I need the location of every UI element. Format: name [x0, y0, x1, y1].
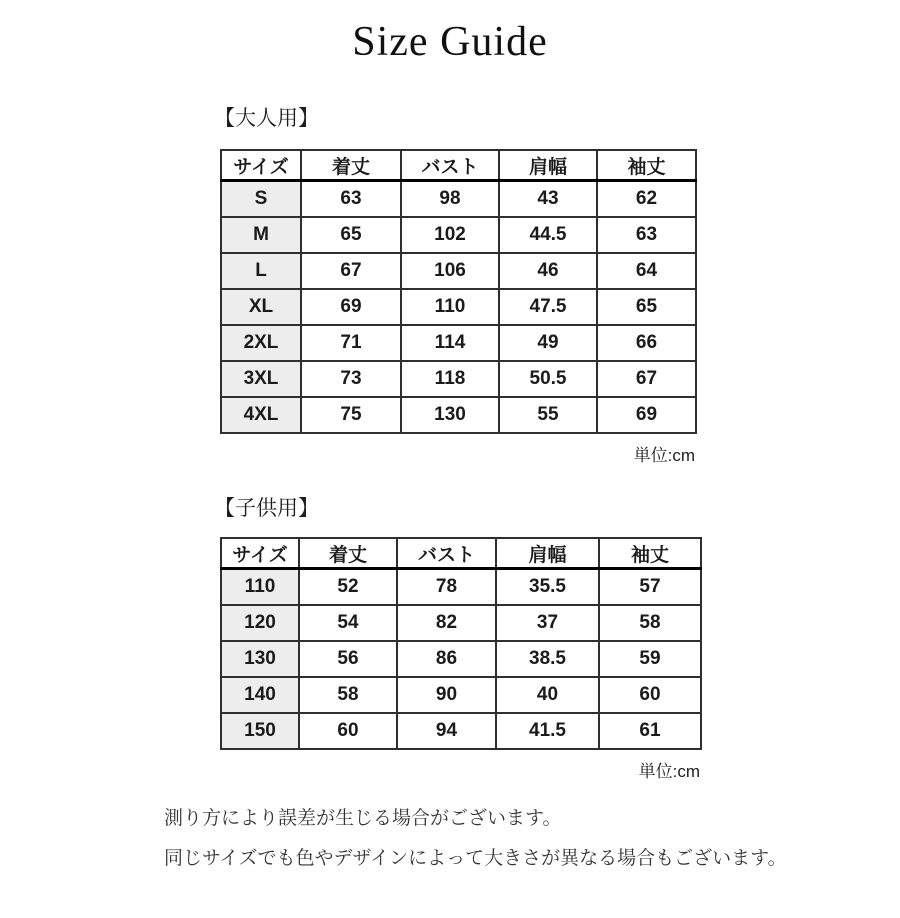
size-cell: L [221, 253, 301, 289]
value-cell: 90 [397, 677, 496, 713]
value-cell: 64 [597, 253, 696, 289]
column-header: 袖丈 [599, 538, 701, 569]
value-cell: 60 [599, 677, 701, 713]
value-cell: 38.5 [496, 641, 599, 677]
kids-table-header-row [221, 538, 701, 569]
column-header: サイズ [221, 150, 301, 181]
value-cell: 60 [299, 713, 397, 749]
kids-section [0, 492, 900, 782]
value-cell: 67 [301, 253, 401, 289]
adult-size-table [220, 149, 697, 434]
size-cell: S [221, 181, 301, 218]
value-cell: 44.5 [499, 217, 597, 253]
value-cell: 54 [299, 605, 397, 641]
value-cell: 55 [499, 397, 597, 433]
table-row [221, 289, 696, 325]
value-cell: 63 [597, 217, 696, 253]
value-cell: 41.5 [496, 713, 599, 749]
adult-table-wrap [220, 149, 695, 466]
size-cell: 140 [221, 677, 299, 713]
table-row [221, 325, 696, 361]
value-cell: 94 [397, 713, 496, 749]
page-title: Size Guide [352, 19, 548, 65]
table-row [221, 181, 696, 218]
value-cell: 82 [397, 605, 496, 641]
value-cell: 52 [299, 569, 397, 606]
table-row [221, 361, 696, 397]
value-cell: 57 [599, 569, 701, 606]
value-cell: 69 [301, 289, 401, 325]
unit-label-kids: 単位:cm [638, 762, 700, 781]
value-cell: 114 [401, 325, 499, 361]
notes [164, 808, 900, 870]
column-header: バスト [401, 150, 499, 181]
value-cell: 49 [499, 325, 597, 361]
value-cell: 50.5 [499, 361, 597, 397]
value-cell: 73 [301, 361, 401, 397]
value-cell: 69 [597, 397, 696, 433]
column-header: 肩幅 [496, 538, 599, 569]
value-cell: 67 [597, 361, 696, 397]
size-cell: 130 [221, 641, 299, 677]
value-cell: 65 [597, 289, 696, 325]
table-row [221, 677, 701, 713]
note-size-variation: 同じサイズでも色やデザインによって大きさが異なる場合もございます。 [164, 848, 787, 869]
value-cell: 75 [301, 397, 401, 433]
kids-size-table [220, 537, 702, 750]
value-cell: 58 [599, 605, 701, 641]
table-row [221, 397, 696, 433]
value-cell: 43 [499, 181, 597, 218]
value-cell: 71 [301, 325, 401, 361]
size-cell: 110 [221, 569, 299, 606]
column-header: バスト [397, 538, 496, 569]
value-cell: 63 [301, 181, 401, 218]
size-cell: 150 [221, 713, 299, 749]
value-cell: 106 [401, 253, 499, 289]
value-cell: 58 [299, 677, 397, 713]
table-row [221, 641, 701, 677]
value-cell: 46 [499, 253, 597, 289]
table-row [221, 605, 701, 641]
adult-table-header-row [221, 150, 696, 181]
column-header: サイズ [221, 538, 299, 569]
value-cell: 98 [401, 181, 499, 218]
size-cell: 120 [221, 605, 299, 641]
value-cell: 35.5 [496, 569, 599, 606]
value-cell: 37 [496, 605, 599, 641]
value-cell: 130 [401, 397, 499, 433]
value-cell: 102 [401, 217, 499, 253]
size-cell: 3XL [221, 361, 301, 397]
value-cell: 65 [301, 217, 401, 253]
adult-section [0, 102, 900, 466]
column-header: 肩幅 [499, 150, 597, 181]
size-cell: M [221, 217, 301, 253]
table-row [221, 253, 696, 289]
value-cell: 110 [401, 289, 499, 325]
kids-section-label: 【子供用】 [214, 497, 319, 520]
value-cell: 66 [597, 325, 696, 361]
size-guide-page [0, 18, 900, 870]
value-cell: 47.5 [499, 289, 597, 325]
value-cell: 118 [401, 361, 499, 397]
table-row [221, 569, 701, 606]
value-cell: 56 [299, 641, 397, 677]
table-row [221, 217, 696, 253]
column-header: 着丈 [301, 150, 401, 181]
value-cell: 59 [599, 641, 701, 677]
value-cell: 61 [599, 713, 701, 749]
value-cell: 62 [597, 181, 696, 218]
value-cell: 40 [496, 677, 599, 713]
value-cell: 86 [397, 641, 496, 677]
column-header: 袖丈 [597, 150, 696, 181]
size-cell: 2XL [221, 325, 301, 361]
column-header: 着丈 [299, 538, 397, 569]
note-measurement-tolerance: 測り方により誤差が生じる場合がございます。 [164, 808, 562, 829]
kids-table-wrap [220, 537, 700, 782]
size-cell: XL [221, 289, 301, 325]
value-cell: 78 [397, 569, 496, 606]
adult-section-label: 【大人用】 [214, 107, 319, 130]
table-row [221, 713, 701, 749]
size-cell: 4XL [221, 397, 301, 433]
unit-label-adult: 単位:cm [633, 446, 695, 465]
